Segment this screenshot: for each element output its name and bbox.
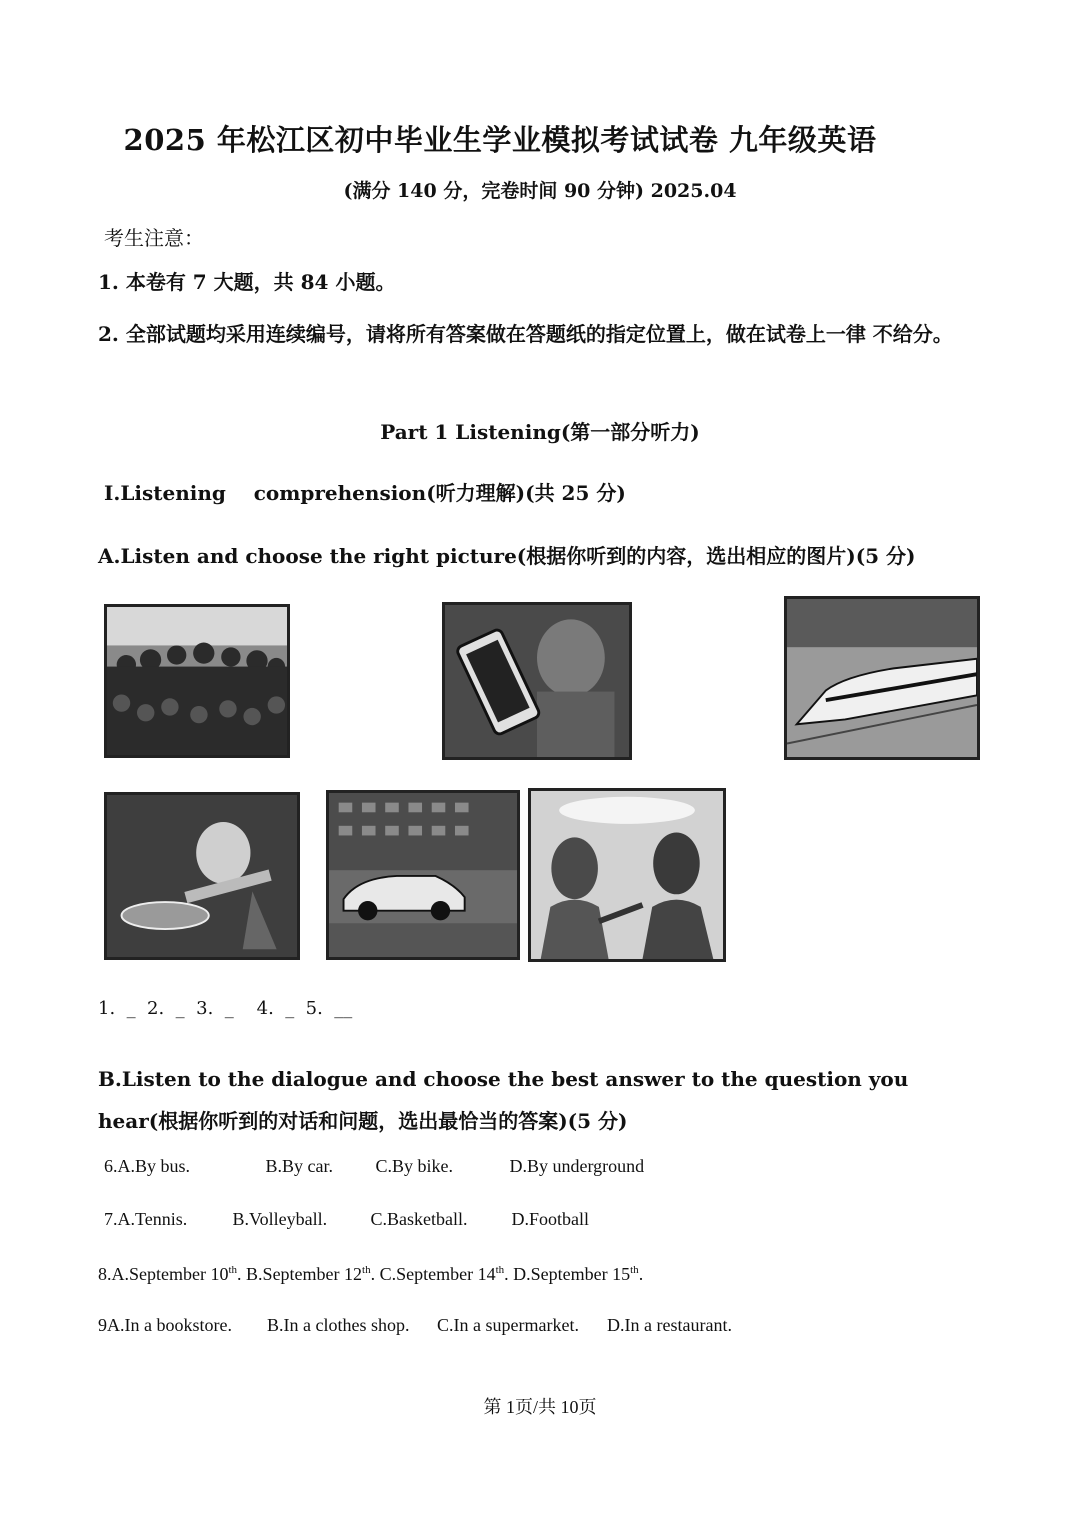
notice-rule-1: 1. 本卷有 7 大题，共 84 小题。 — [98, 270, 396, 294]
section-a-answer-blanks: 1. _ 2. _ 3. _ 4. _ 5. __ — [98, 998, 353, 1019]
option-d: D.September 15th. — [513, 1264, 644, 1284]
option-b: B.In a clothes shop. — [267, 1315, 410, 1335]
car-street-picture — [326, 790, 520, 960]
option-c: C.In a supermarket. — [437, 1315, 579, 1335]
option-b: B.Volleyball. — [232, 1209, 328, 1229]
option-a: A.Tennis. — [117, 1209, 188, 1229]
cooking-picture — [104, 792, 300, 960]
part-1-heading: Part 1 Listening(第一部分听力) — [380, 420, 700, 444]
option-d: D.By underground — [509, 1156, 645, 1176]
question-9 — [98, 1315, 732, 1336]
option-a: A.September 10th. — [111, 1264, 242, 1284]
exam-title: 2025 年松江区初中毕业生学业模拟考试试卷 九年级英语 — [123, 123, 877, 157]
question-8 — [98, 1264, 643, 1285]
phone-call-picture — [442, 602, 632, 760]
page-footer: 第 1页/共 10页 — [483, 1397, 597, 1417]
notice-rule-2: 2. 全部试题均采用连续编号，请将所有答案做在答题纸的指定位置上，做在试卷上一律 不给分。 — [98, 322, 953, 346]
question-number: 7. — [104, 1209, 118, 1229]
section-b-heading: B.Listen to the dialogue and choose the best answer to the question you hear(根据你听到的对话和问题，选出最恰当的答案)(5 分) — [98, 1067, 909, 1133]
option-a: A.In a bookstore. — [107, 1315, 232, 1335]
notice-heading: 考生注意： — [104, 226, 204, 250]
exam-subtitle: (满分 140 分，完卷时间 90 分钟) 2025.04 — [343, 180, 737, 202]
section-1-heading: I.Listening comprehension(听力理解)(共 25 分) — [104, 481, 626, 505]
question-number: 9 — [98, 1315, 107, 1335]
question-6 — [104, 1156, 644, 1177]
section-a-heading: A.Listen and choose the right picture(根据你听到的内容，选出相应的图片)(5 分) — [98, 544, 916, 568]
question-number: 8. — [98, 1264, 112, 1284]
option-c: C.Basketball. — [370, 1209, 468, 1229]
option-a: A.By bus. — [117, 1156, 191, 1176]
option-c: C.By bike. — [375, 1156, 454, 1176]
option-b: B.September 12th. — [246, 1264, 376, 1284]
high-speed-train-picture — [784, 596, 980, 760]
crowd-concert-picture — [104, 604, 290, 758]
option-b: B.By car. — [265, 1156, 333, 1176]
option-d: D.Football — [511, 1209, 590, 1229]
question-number: 6. — [104, 1156, 118, 1176]
two-people-talking-picture — [528, 788, 726, 962]
question-7 — [104, 1209, 589, 1230]
option-d: D.In a restaurant. — [607, 1315, 732, 1335]
option-c: C.September 14th. — [379, 1264, 509, 1284]
